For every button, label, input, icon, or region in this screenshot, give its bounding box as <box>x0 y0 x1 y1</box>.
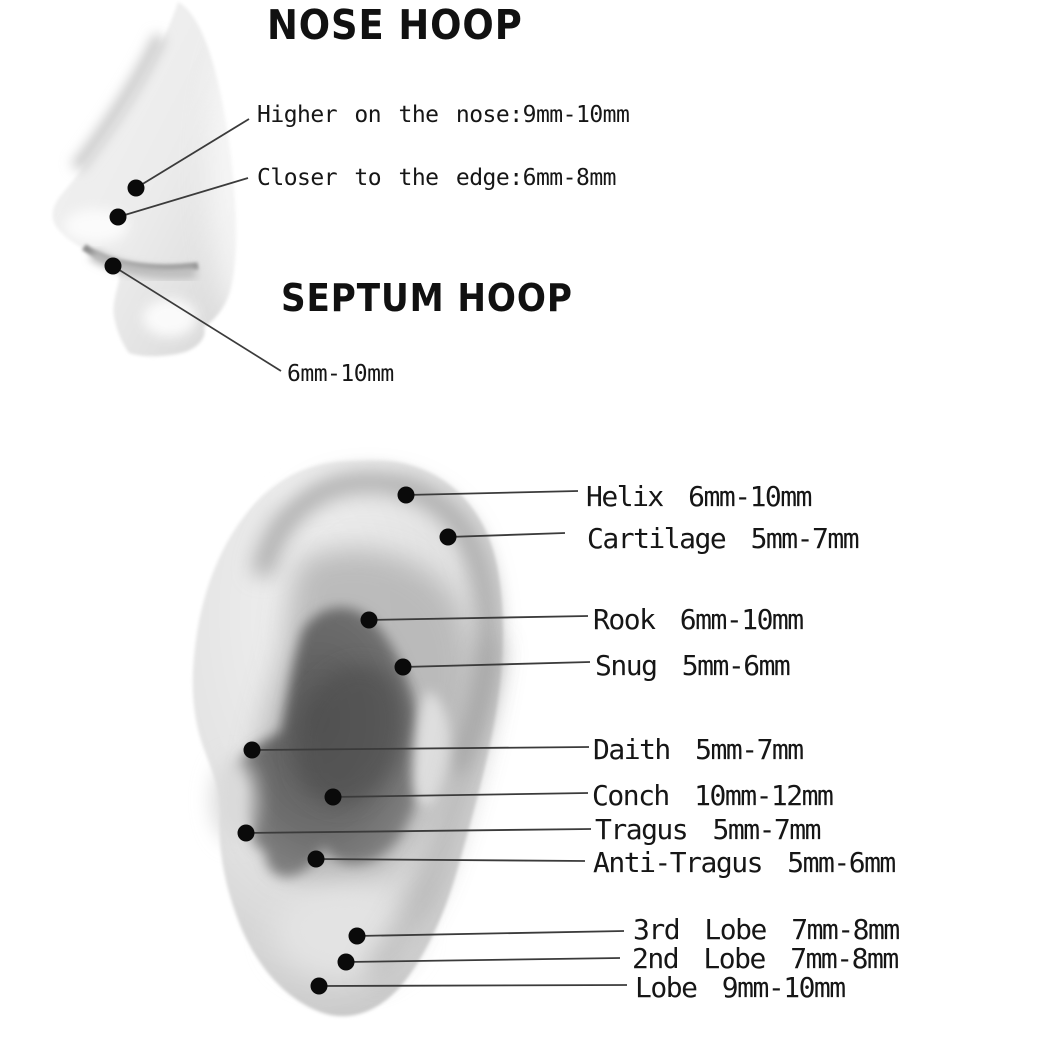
dot-helix <box>398 487 415 504</box>
dot-rook <box>361 612 378 629</box>
dot-septum <box>105 258 122 275</box>
label-3rd-lobe: 3rd Lobe 7mm-8mm <box>633 913 899 946</box>
dot-lobe <box>311 978 328 995</box>
ear-illustration <box>193 461 503 1017</box>
label-cartilage: Cartilage 5mm-7mm <box>587 522 859 555</box>
label-tragus: Tragus 5mm-7mm <box>595 813 821 846</box>
label-higher-on-nose: Higher on the nose:9mm-10mm <box>257 102 630 128</box>
septum-hoop-title: SEPTUM HOOP <box>281 276 573 320</box>
label-daith: Daith 5mm-7mm <box>593 733 803 766</box>
dot-tragus <box>238 825 255 842</box>
dot-closer-to-edge <box>110 209 127 226</box>
label-snug: Snug 5mm-6mm <box>595 649 790 682</box>
lip-notch-fade <box>143 299 197 337</box>
label-conch: Conch 10mm-12mm <box>592 779 833 812</box>
label-2nd-lobe: 2nd Lobe 7mm-8mm <box>632 942 898 975</box>
dot-snug <box>395 659 412 676</box>
dot-anti-tragus <box>308 851 325 868</box>
nose-hoop-title: NOSE HOOP <box>267 1 523 49</box>
label-lobe: Lobe 9mm-10mm <box>635 971 845 1004</box>
label-rook: Rook 6mm-10mm <box>593 603 803 636</box>
dot-daith <box>244 742 261 759</box>
leader-line-lobe <box>319 985 627 986</box>
dot-3rd-lobe <box>349 928 366 945</box>
dot-2nd-lobe <box>338 954 355 971</box>
label-anti-tragus: Anti-Tragus 5mm-6mm <box>593 846 895 879</box>
label-septum-size: 6mm-10mm <box>287 361 394 387</box>
dot-higher-on-nose <box>128 180 145 197</box>
dot-cartilage <box>440 529 457 546</box>
dot-conch <box>325 789 342 806</box>
label-closer-to-edge: Closer to the edge:6mm-8mm <box>257 165 617 191</box>
label-helix: Helix 6mm-10mm <box>586 480 812 513</box>
